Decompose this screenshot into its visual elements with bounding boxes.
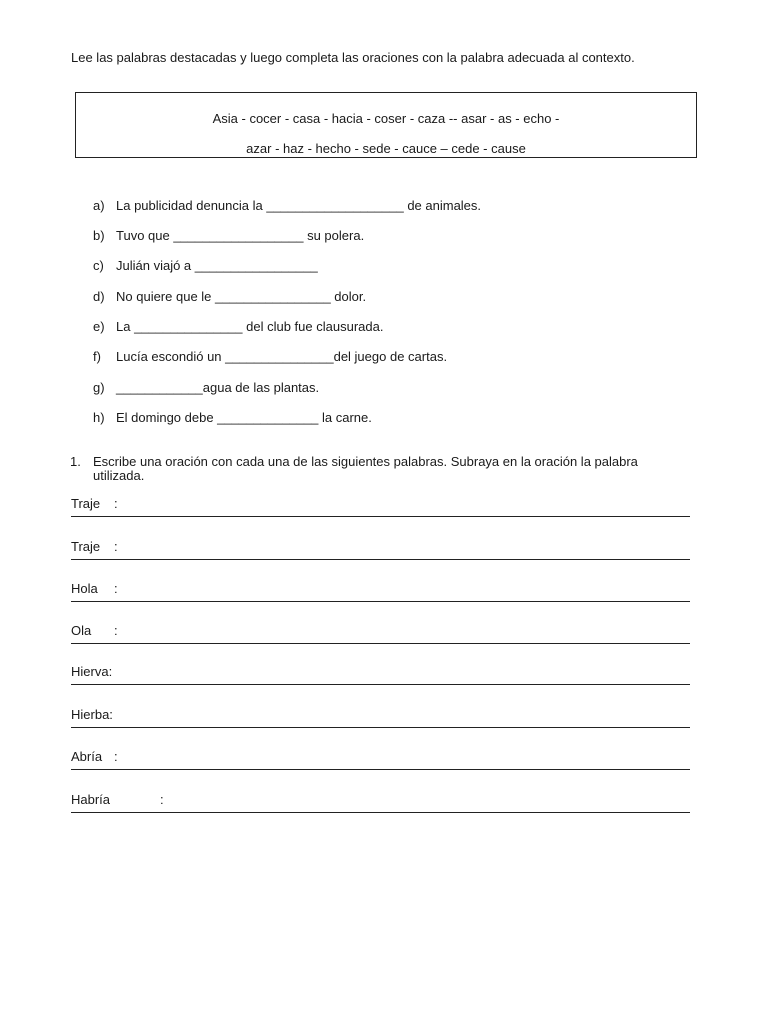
answer-line[interactable] xyxy=(71,769,690,770)
item-letter: a) xyxy=(93,198,105,213)
entry-label: Traje xyxy=(71,496,101,511)
answer-line[interactable] xyxy=(71,727,690,728)
entry-label: Hola xyxy=(71,581,98,596)
sentence-item-f xyxy=(93,349,447,364)
item-text: No quiere que le ________________ dolor. xyxy=(116,289,367,304)
item-text: La publicidad denuncia la ___________________ de animales. xyxy=(116,198,482,213)
answer-line[interactable] xyxy=(71,601,690,602)
answer-line[interactable] xyxy=(71,516,690,517)
entry-label: Abría xyxy=(71,749,103,764)
answer-line[interactable] xyxy=(71,812,690,813)
item-letter: b) xyxy=(93,228,105,243)
instructions-text: Lee las palabras destacadas y luego completa las oraciones con la palabra adecuada al contexto. xyxy=(71,50,635,65)
sentence-item-c xyxy=(93,258,318,273)
item-text: Lucía escondió un _______________del juego de cartas. xyxy=(116,349,448,364)
item-letter: g) xyxy=(93,380,105,395)
sentence-item-g xyxy=(93,380,319,395)
item-text: El domingo debe ______________ la carne. xyxy=(116,410,372,425)
entry-label: Hierva: xyxy=(71,664,113,679)
item-text: Tuvo que __________________ su polera. xyxy=(116,228,365,243)
answer-line[interactable] xyxy=(71,684,690,685)
item-text: La _______________ del club fue clausurada. xyxy=(116,319,384,334)
sentence-item-d xyxy=(93,289,366,304)
item-letter: d) xyxy=(93,289,105,304)
item-letter: e) xyxy=(93,319,105,334)
answer-line[interactable] xyxy=(71,643,690,644)
word-box-row-1: Asia - cocer - casa - hacia - coser - caza -- asar - as - echo - xyxy=(212,111,560,126)
sentence-item-h xyxy=(93,410,372,425)
entry-label: Traje xyxy=(71,539,101,554)
entry-label: Ola xyxy=(71,623,92,638)
entry-colon: : xyxy=(114,623,118,638)
item-text: Julián viajó a _________________ xyxy=(116,258,318,273)
sentence-item-b xyxy=(93,228,364,243)
entry-colon: : xyxy=(114,581,118,596)
entry-label: Hierba: xyxy=(71,707,113,722)
word-box-row-2: azar - haz - hecho - sede - cauce – cede - cause xyxy=(246,141,526,156)
entry-colon: : xyxy=(114,496,118,511)
entry-colon: : xyxy=(114,749,118,764)
answer-line[interactable] xyxy=(71,559,690,560)
entry-label: Habría xyxy=(71,792,111,807)
item-letter: f) xyxy=(93,349,101,364)
item-text: ____________agua de las plantas. xyxy=(116,380,320,395)
sentence-item-a xyxy=(93,198,481,213)
item-letter: h) xyxy=(93,410,105,425)
task-text: Escribe una oración con cada una de las siguientes palabras. Subraya en la oración la palabra utilizada. xyxy=(93,454,638,483)
task-number: 1. xyxy=(70,454,81,469)
entry-colon: : xyxy=(160,792,164,807)
entry-colon: : xyxy=(114,539,118,554)
word-box xyxy=(75,92,697,158)
item-letter: c) xyxy=(93,258,104,273)
sentence-item-e xyxy=(93,319,383,334)
